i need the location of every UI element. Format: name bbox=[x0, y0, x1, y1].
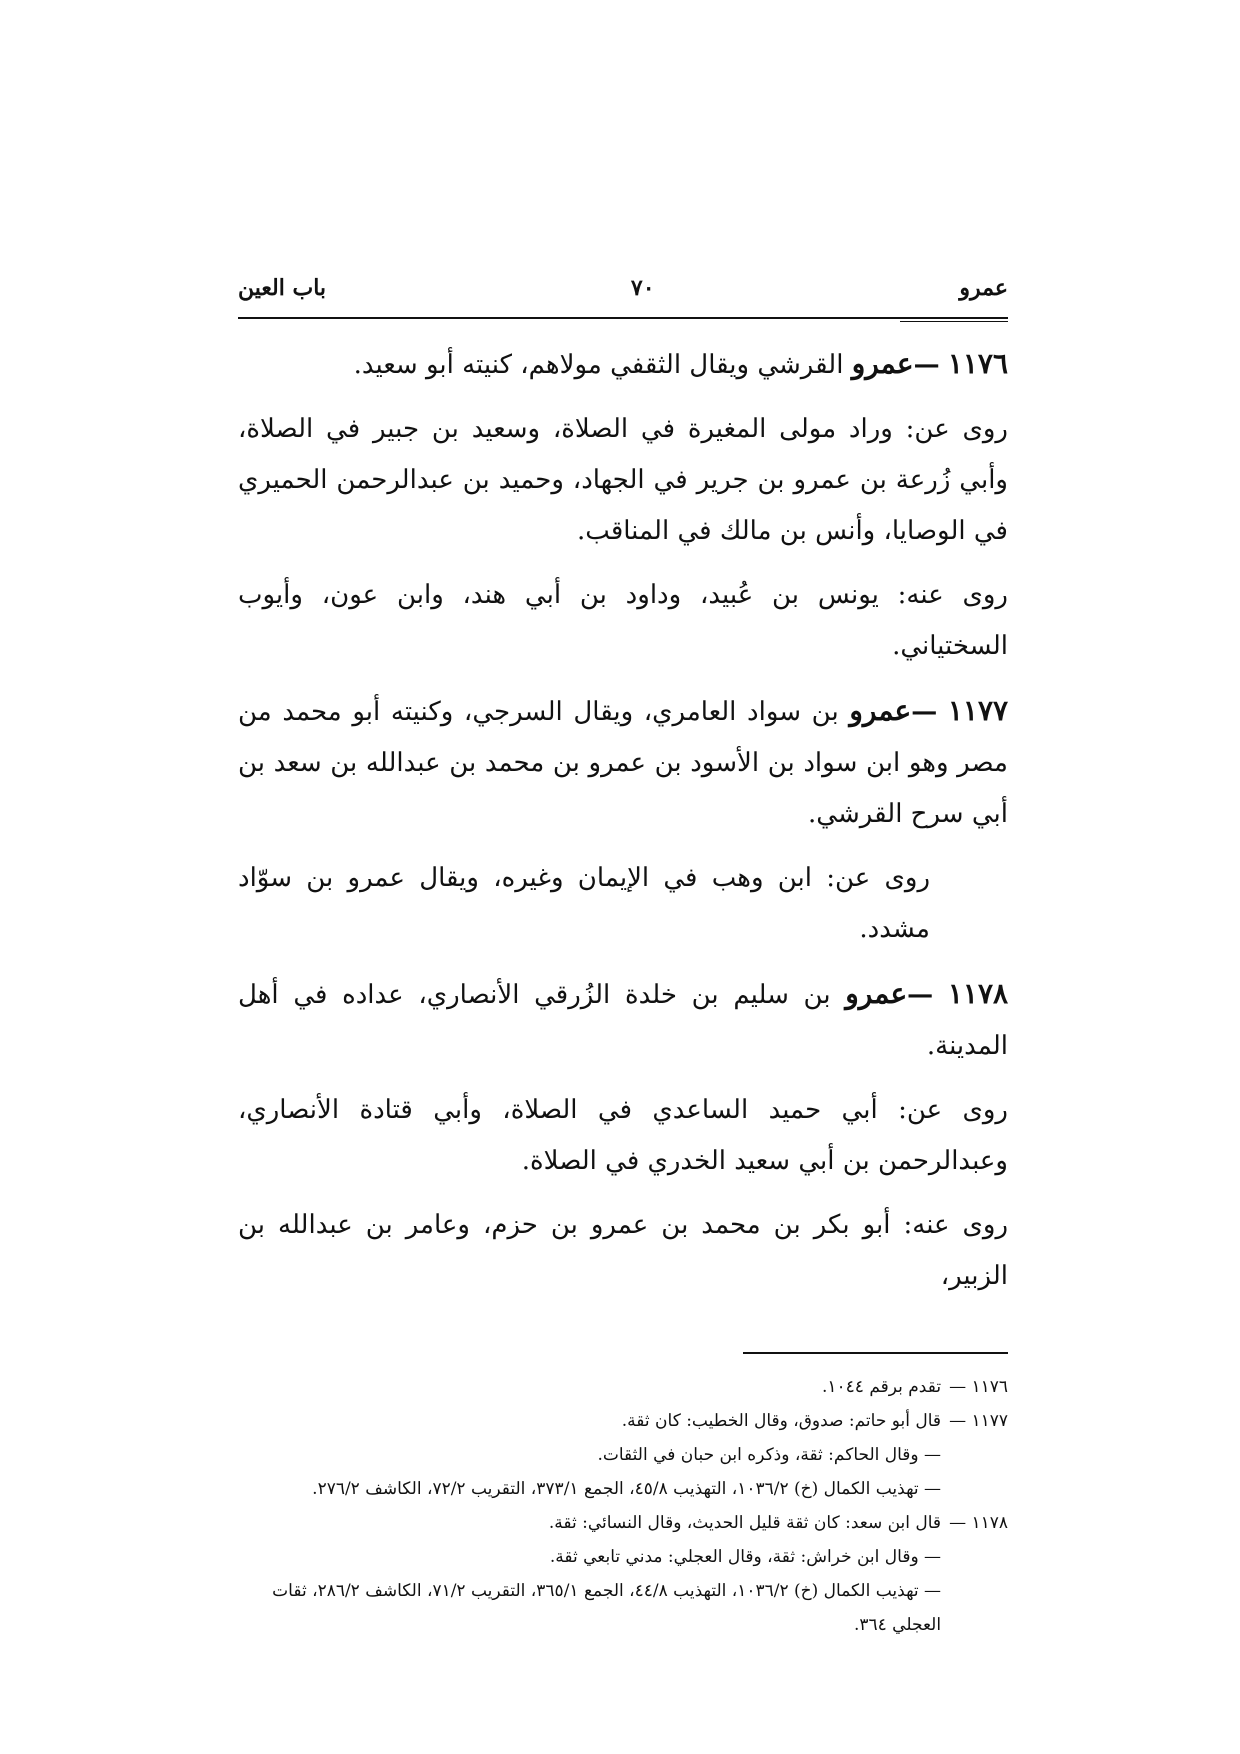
entry-rawa-an: روى عن: ابن وهب في الإيمان وغيره، ويقال عمرو بن سوّاد مشدد. bbox=[238, 863, 930, 944]
entry-heading bbox=[238, 968, 1008, 1072]
entry-rawa-anhu: روى عنه: أبو بكر بن محمد بن عمرو بن حزم، وعامر بن عبدالله بن الزبير، bbox=[238, 1210, 1008, 1291]
footnote-number: ١١٧٨ — bbox=[949, 1513, 1008, 1533]
footnote-rule bbox=[743, 1352, 1008, 1354]
header-chapter-title: باب العين bbox=[238, 275, 327, 301]
footnote-line: قال ابن سعد: كان ثقة قليل الحديث، وقال النسائي: ثقة. bbox=[548, 1513, 942, 1533]
entry-dash: — bbox=[911, 697, 938, 727]
entry-dash: — bbox=[913, 350, 940, 380]
entry-name: عمرو bbox=[851, 347, 914, 380]
entry-intro: بن سليم بن خلدة الزُرقي الأنصاري، عداده في أهل المدينة. bbox=[238, 980, 1008, 1061]
footnote-line: تقدم برقم ١٠٤٤. bbox=[821, 1377, 942, 1397]
footnote-number: ١١٧٦ — bbox=[949, 1377, 1008, 1397]
page bbox=[238, 275, 1008, 1642]
entry-rawa-an: روى عن: وراد مولى المغيرة في الصلاة، وسعيد بن جبير في الصلاة، وأبي زُرعة بن عمرو بن جرير في الجهاد، وحميد بن عبدالرحمن الحميري في الوصايا، وأنس بن مالك في المناقب. bbox=[238, 414, 1008, 546]
header-rule-short bbox=[900, 321, 1008, 322]
entry-intro: بن سواد العامري، ويقال السرجي، وكنيته أبو محمد من مصر وهو ابن سواد بن الأسود بن عمرو بن محمد بن عبدالله بن سعد بن أبي سرح القرشي. bbox=[238, 697, 1008, 829]
footnote bbox=[238, 1506, 1008, 1642]
header-chapter-word: عمرو bbox=[959, 275, 1008, 301]
entry-number: ١١٧٧ bbox=[947, 694, 1009, 727]
entry-heading bbox=[238, 685, 1008, 840]
entry-dash: — bbox=[907, 980, 934, 1010]
header-rule bbox=[238, 317, 1008, 319]
footnote-body bbox=[238, 1506, 941, 1642]
footnote-subline: — تهذيب الكمال (خ) ١٠٣٦/٢، التهذيب ٤٥/٨، الجمع ٣٧٣/١، التقريب ٧٢/٢، الكاشف ٢٧٦/٢. bbox=[238, 1472, 941, 1506]
footnote-body bbox=[238, 1370, 941, 1404]
footnote bbox=[238, 1370, 1008, 1404]
main-text bbox=[238, 338, 1008, 1302]
entry-number: ١١٧٨ bbox=[947, 977, 1009, 1010]
entry-rawa-an: روى عن: أبي حميد الساعدي في الصلاة، وأبي قتادة الأنصاري، وعبدالرحمن بن أبي سعيد الخدري في الصلاة. bbox=[238, 1095, 1008, 1176]
entry-name: عمرو bbox=[849, 694, 912, 727]
running-header bbox=[238, 275, 1008, 315]
entry-heading bbox=[238, 338, 1008, 391]
footnote bbox=[238, 1404, 1008, 1506]
footnote-number: ١١٧٧ — bbox=[949, 1411, 1008, 1431]
entry-name: عمرو bbox=[845, 977, 908, 1010]
entry-intro: القرشي ويقال الثقفي مولاهم، كنيته أبو سعيد. bbox=[353, 350, 844, 380]
footnote-subline: — تهذيب الكمال (خ) ١٠٣٦/٢، التهذيب ٤٤/٨، الجمع ٣٦٥/١، التقريب ٧١/٢، الكاشف ٢٨٦/٢، ثقات العجلي ٣٦٤. bbox=[238, 1574, 941, 1642]
footnote-line: قال أبو حاتم: صدوق، وقال الخطيب: كان ثقة. bbox=[621, 1411, 942, 1431]
entry-rawa-anhu: روى عنه: يونس بن عُبيد، وداود بن أبي هند، وابن عون، وأيوب السختياني. bbox=[238, 580, 1008, 661]
footnote-subline: — وقال ابن خراش: ثقة، وقال العجلي: مدني تابعي ثقة. bbox=[238, 1540, 941, 1574]
footnotes bbox=[238, 1370, 1008, 1642]
footnote-body bbox=[238, 1404, 941, 1506]
entry-number: ١١٧٦ bbox=[947, 347, 1008, 380]
page-number: ٧٠ bbox=[630, 275, 655, 301]
footnote-subline: — وقال الحاكم: ثقة، وذكره ابن حبان في الثقات. bbox=[238, 1438, 941, 1472]
